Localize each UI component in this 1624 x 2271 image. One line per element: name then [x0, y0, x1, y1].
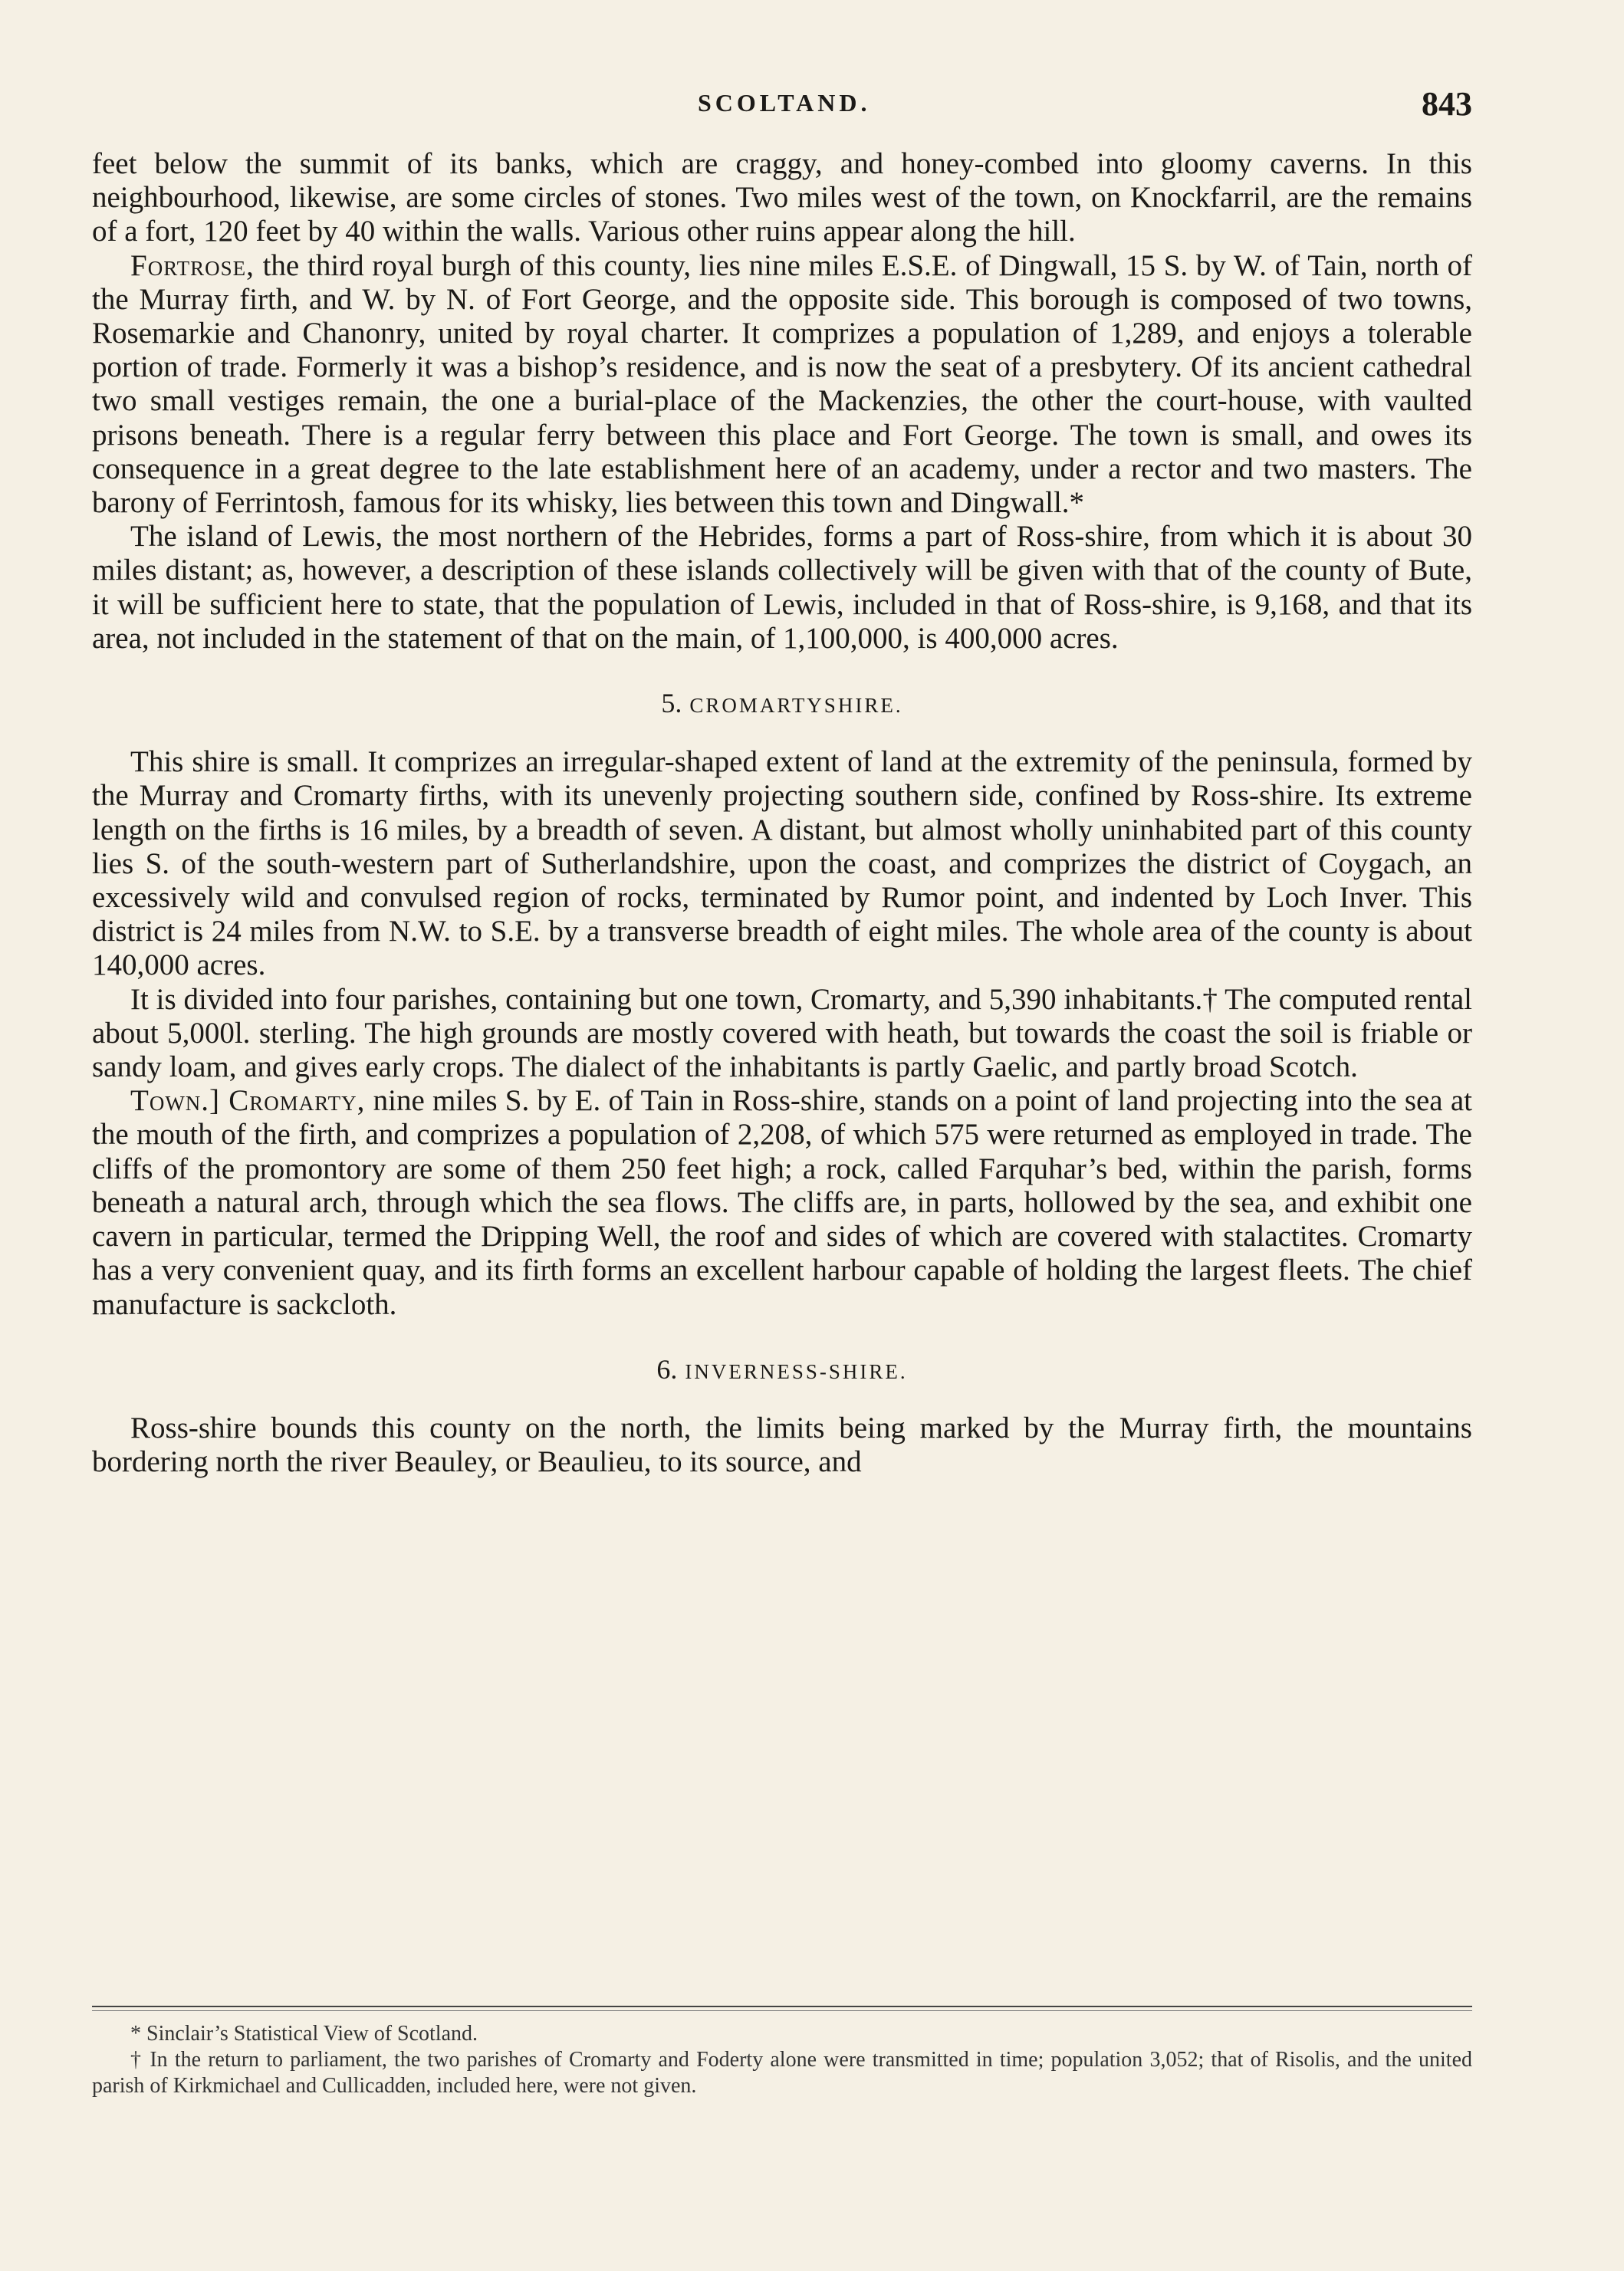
page-number: 843 — [1422, 85, 1472, 123]
section-heading-inverness-shire — [92, 1352, 1472, 1389]
paragraph-cromartyshire-intro: This shire is small. It comprizes an irregular-shaped extent of land at the extremity of the peninsula, formed by the Murray and Cromarty firths, with its unevenly projecting southern side, confined by Ross-shire. Its extreme length on the firths is 16 miles, by a breadth of seven. A distant, but almost wholly uninhabited part of this county lies S. of the south-western part of Sutherlandshire, upon the coast, and comprizes the district of Coygach, an excessively wild and convulsed region of rocks, terminated by Rumor point, and indented by Loch Inver. This district is 24 miles from N.W. to S.E. by a transverse breadth of eight miles. The whole area of the county is about 140,000 acres. — [92, 745, 1472, 982]
paragraph-lewis: The island of Lewis, the most northern of the Hebrides, forms a part of Ross-shire, from which it is about 30 miles distant; as, however, a description of these islands collectively will be given with that of the county of Bute, it will be sufficient here to state, that the population of Lewis, included in that of Ross-shire, is 9,168, and that its area, not included in the statement of that on the main, of 1,100,000, is 400,000 acres. — [92, 520, 1472, 655]
running-head: SCOLTAND. — [698, 89, 871, 117]
footnotes — [92, 2021, 1472, 2099]
paragraph-cromartyshire-parishes: It is divided into four parishes, containing but one town, Cromarty, and 5,390 inhabitants.† The computed rental about 5,000l. sterling. The high grounds are mostly covered with heath, but towards the coast the soil is friable or sandy loam, and gives early crops. The dialect of the inhabitants is partly Gaelic, and partly broad Scotch. — [92, 982, 1472, 1084]
section-heading-cromartyshire — [92, 686, 1472, 722]
footnote-divider — [92, 2006, 1472, 2007]
section-number: 5. — [661, 688, 682, 719]
fortrose-lead: Fortrose, — [130, 248, 255, 282]
paragraph-fortrose — [92, 249, 1472, 521]
fortrose-text: the third royal burgh of this county, lies nine miles E.S.E. of Dingwall, 15 S. by W. of Tain, north of the Murray firth, and W. by N. of Fort George, and the opposite side. This borough is composed of two towns, Rosemarkie and Chanonry, united by royal charter. It comprizes a population of 1,289, and enjoys a tolerable portion of trade. Formerly it was a bishop’s residence, and is now the seat of a presbytery. Of its ancient cathedral two small vestiges remain, the one a burial-place of the Mackenzies, the other the court-house, with vaulted prisons beneath. There is a regular ferry between this place and Fort George. The town is small, and owes its consequence in a great degree to the late establishment here of an academy, under a rector and two masters. The barony of Ferrintosh, famous for its whisky, lies between this town and Dingwall.* — [92, 248, 1472, 520]
cromarty-lead: Town.] Cromarty, — [130, 1084, 366, 1118]
section-title: INVERNESS-SHIRE. — [685, 1359, 908, 1383]
paragraph-inverness-intro: Ross-shire bounds this county on the north, the limits being marked by the Murray firth, the mountains bordering north the river Beauley, or Beaulieu, to its source, and — [92, 1411, 1472, 1479]
cromarty-text: nine miles S. by E. of Tain in Ross-shire, stands on a point of land projecting into the sea at the mouth of the firth, and comprizes a population of 2,208, of which 575 were returned as employed in trade. The cliffs of the promontory are some of them 250 feet high; a rock, called Farquhar’s bed, within the parish, forms beneath a natural arch, through which the sea flows. The cliffs are, in parts, hollowed by the sea, and exhibit one cavern in particular, termed the Dripping Well, the roof and sides of which are covered with stalactites. Cromarty has a very convenient quay, and its firth forms an excellent harbour capable of holding the largest fleets. The chief manufacture is sackcloth. — [92, 1084, 1472, 1321]
section-title: CROMARTYSHIRE. — [689, 694, 903, 718]
paragraph-ross-shire-continued: feet below the summit of its banks, which are craggy, and honey-combed into gloomy caverns. In this neighbourhood, likewise, are some circles of stones. Two miles west of the town, on Knockfarril, are the remains of a fort, 120 feet by 40 within the walls. Various other ruins appear along the hill. — [92, 147, 1472, 248]
main-text — [92, 147, 1472, 1479]
footnote-dagger: † In the return to parliament, the two parishes of Cromarty and Foderty alone were transmitted in time; population 3,052; that of Risolis, and the united parish of Kirkmichael and Cullicadden, included here, were not given. — [92, 2048, 1472, 2098]
section-number: 6. — [656, 1353, 678, 1385]
footnote-asterisk: * Sinclair’s Statistical View of Scotland. — [130, 2022, 478, 2046]
paragraph-cromarty-town — [92, 1084, 1472, 1321]
page-header — [92, 84, 1472, 130]
